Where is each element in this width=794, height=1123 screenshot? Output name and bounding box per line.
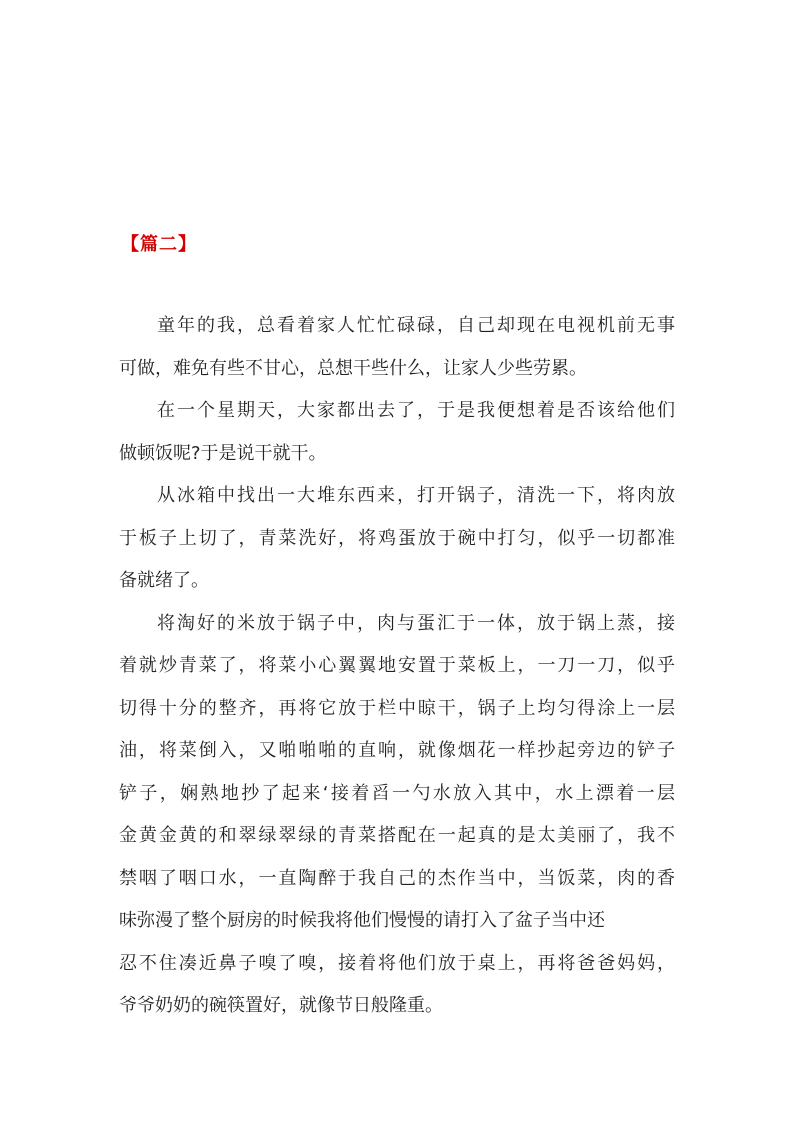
text-line: 禁咽了咽口水，一直陶醉于我自己的杰作当中，当饭菜，肉的香 (119, 867, 675, 889)
text-line: 金黄金黄的和翠绿翠绿的青菜搭配在一起真的是太美丽了，我不 (119, 825, 675, 846)
text-line: 油，将菜倒入，又啪啪啪的直响，就像烟花一样抄起旁边的铲子 (119, 740, 675, 761)
text-line: 着就炒青菜了，将菜小心翼翼地安置于菜板上，一刀一刀，似乎 (119, 655, 675, 676)
text-line: 味弥漫了整个厨房的时候我将他们慢慢的请打入了盆子当中还 (119, 910, 605, 931)
paragraph-1 (119, 312, 675, 397)
text-line: 从冰箱中找出一大堆东西来，打开锅子，清洗一下，将肉放 (157, 485, 675, 506)
text-line: 忍不住凑近鼻子嗅了嗅，接着将他们放于桌上，再将爸爸妈妈， (119, 952, 675, 974)
text-line: 可做，难免有些不甘心，总想干些什么，让家人少些劳累。 (119, 357, 587, 379)
text-line: 切得十分的整齐，再将它放于栏中晾干，锅子上均匀得涂上一层 (119, 697, 675, 719)
text-line: 将淘好的米放于锅子中，肉与蛋汇于一体，放于锅上蒸，接 (157, 612, 675, 634)
paragraph-4 (119, 610, 675, 1035)
text-line: 备就绪了。 (119, 570, 209, 591)
text-line: 于板子上切了，青菜洗好，将鸡蛋放于碗中打匀，似乎一切都准 (119, 527, 675, 549)
body-text (119, 312, 675, 1035)
text-line: 铲子，娴熟地抄了起来‘接着舀一勺水放入其中，水上漂着一层 (119, 782, 675, 804)
section-heading: 【篇二】 (121, 234, 197, 255)
text-line: 童年的我，总看着家人忙忙碌碌，自己却现在电视机前无事 (157, 315, 675, 336)
text-line: 爷爷奶奶的碗筷置好，就像节日般隆重。 (119, 995, 443, 1016)
text-line: 在一个星期天，大家都出去了，于是我便想着是否该给他们 (157, 400, 675, 421)
paragraph-2 (119, 397, 675, 482)
text-line: 做顿饭呢?于是说干就干。 (119, 442, 327, 464)
paragraph-3 (119, 482, 675, 610)
